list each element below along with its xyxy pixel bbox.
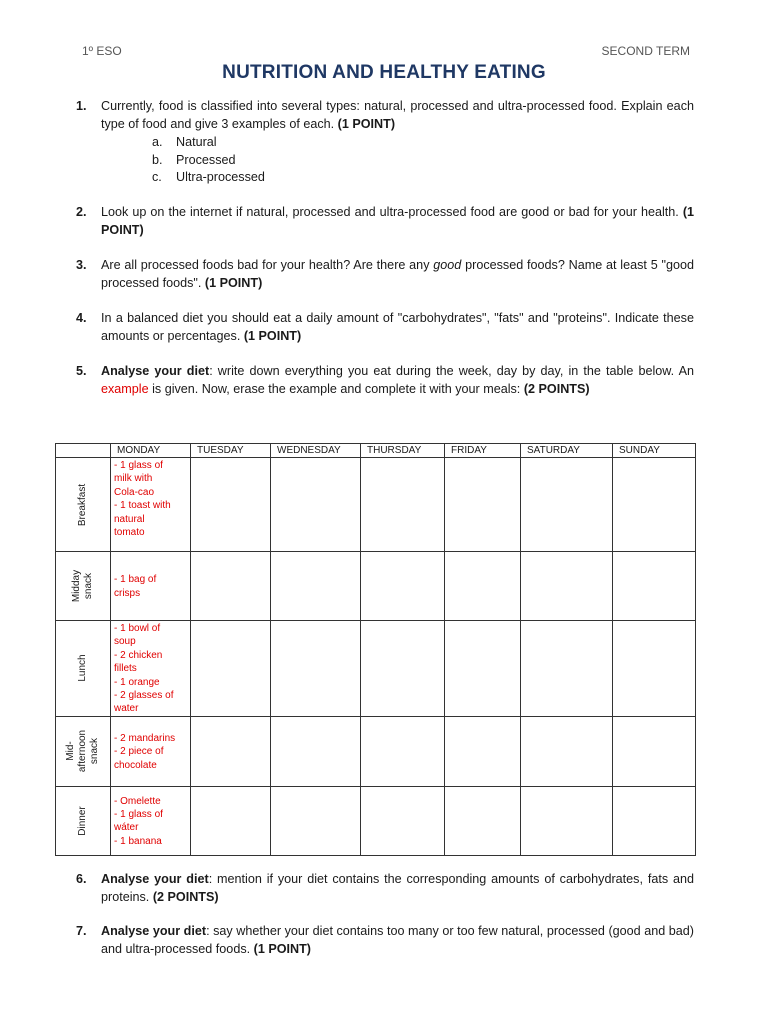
- table-row: [56, 552, 696, 621]
- question-text: : write down everything you eat during the week, day by day, in the table below. An: [209, 364, 694, 378]
- meal-cell[interactable]: [271, 621, 361, 717]
- diet-table: [55, 443, 696, 856]
- question-text: In a balanced diet you should eat a daily amount of "carbohydrates", "fats" and "proteins". Indicate these amounts or percentages.: [101, 311, 694, 343]
- meal-label-cell: [56, 716, 111, 786]
- example-word: example: [101, 382, 149, 396]
- meal-label-cell: [56, 552, 111, 621]
- question-points: (2 POINTS): [523, 382, 590, 396]
- question-text: Are all processed foods bad for your health? Are there any: [101, 258, 434, 272]
- meal-cell[interactable]: [521, 458, 613, 552]
- meal-cell[interactable]: [613, 458, 696, 552]
- meal-cell[interactable]: [521, 621, 613, 717]
- meal-cell[interactable]: [521, 786, 613, 855]
- question-1: [76, 97, 694, 186]
- meal-cell[interactable]: [271, 716, 361, 786]
- meal-label-cell: [56, 621, 111, 717]
- page-title: NUTRITION AND HEALTHY EATING: [222, 62, 546, 83]
- question-points: (2 POINTS): [152, 890, 219, 904]
- question-number: 2.: [76, 205, 87, 219]
- type-list: [152, 133, 694, 186]
- meal-cell[interactable]: [271, 458, 361, 552]
- meal-cell[interactable]: [361, 786, 445, 855]
- day-header: SATURDAY: [521, 444, 613, 458]
- question-4: [76, 309, 694, 345]
- question-5: [76, 362, 694, 398]
- question-number: 6.: [76, 872, 87, 886]
- meal-label: Dinner: [77, 806, 88, 836]
- question-number: 4.: [76, 311, 87, 325]
- meal-cell[interactable]: [361, 621, 445, 717]
- meal-cell[interactable]: [271, 552, 361, 621]
- table-row: [56, 621, 696, 717]
- list-item: c. Ultra-processed: [152, 170, 265, 184]
- meal-cell[interactable]: [191, 552, 271, 621]
- question-number: 7.: [76, 924, 87, 938]
- table-header-row: [56, 444, 696, 458]
- meal-cell[interactable]: [445, 552, 521, 621]
- question-number: 3.: [76, 258, 87, 272]
- corner-cell: [56, 444, 111, 458]
- meal-cell[interactable]: [613, 786, 696, 855]
- meal-label: Breakfast: [77, 483, 88, 526]
- example-cell[interactable]: - 1 bowl of soup - 2 chicken fillets - 1 orange - 2 glasses of water: [111, 621, 191, 717]
- meal-cell[interactable]: [361, 458, 445, 552]
- header-term: SECOND TERM: [601, 44, 690, 58]
- header-course: 1º ESO: [82, 44, 122, 58]
- day-header: MONDAY: [111, 444, 191, 458]
- day-header: TUESDAY: [191, 444, 271, 458]
- list-item: b. Processed: [152, 152, 236, 167]
- meal-cell[interactable]: [521, 552, 613, 621]
- day-header: SUNDAY: [613, 444, 696, 458]
- meal-label-cell: [56, 786, 111, 855]
- meal-cell[interactable]: [191, 786, 271, 855]
- meal-label: Mid- afternoon snack: [65, 730, 100, 773]
- question-6: [76, 870, 694, 906]
- meal-label: Lunch: [77, 654, 88, 683]
- question-text: Look up on the internet if natural, processed and ultra-processed food are good or bad for your health.: [101, 205, 679, 219]
- question-lead: Analyse your diet: [101, 364, 210, 378]
- day-header: WEDNESDAY: [271, 444, 361, 458]
- question-text: : say whether your diet contains too many or too few natural, processed (good and bad) and ultra-processed foods.: [101, 924, 694, 956]
- question-lead: Analyse your diet: [101, 924, 207, 938]
- question-text: is given. Now, erase the example and complete it with your meals:: [148, 382, 521, 396]
- table-row: [56, 786, 696, 855]
- meal-cell[interactable]: [613, 716, 696, 786]
- meal-cell[interactable]: [191, 621, 271, 717]
- meal-cell[interactable]: [445, 458, 521, 552]
- meal-cell[interactable]: [613, 552, 696, 621]
- meal-cell[interactable]: [445, 716, 521, 786]
- question-number: 1.: [76, 99, 87, 113]
- list-item: a. Natural: [152, 135, 217, 149]
- meal-cell[interactable]: [521, 716, 613, 786]
- meal-label-cell: [56, 458, 111, 552]
- question-text: Currently, food is classified into several types: natural, processed and ultra-processed food. Explain each type of food and give 3 examples of each.: [101, 99, 694, 131]
- question-7: [76, 922, 694, 958]
- question-text: processed foods? Name at least 5 "good processed foods".: [101, 258, 694, 290]
- example-cell[interactable]: - 1 bag of crisps: [111, 552, 191, 621]
- table-row: [56, 716, 696, 786]
- question-text: : mention if your diet contains the corresponding amounts of carbohydrates, fats and proteins.: [101, 872, 694, 904]
- meal-cell[interactable]: [191, 716, 271, 786]
- day-header: FRIDAY: [445, 444, 521, 458]
- question-3: [76, 256, 694, 292]
- question-points: (1 POINT): [101, 205, 695, 237]
- emphasis-word: good: [433, 258, 462, 272]
- meal-cell[interactable]: [445, 786, 521, 855]
- table-row: [56, 458, 696, 552]
- question-points: (1 POINT): [253, 942, 311, 956]
- meal-cell[interactable]: [271, 786, 361, 855]
- question-lead: Analyse your diet: [101, 872, 209, 886]
- question-number: 5.: [76, 364, 87, 378]
- meal-cell[interactable]: [613, 621, 696, 717]
- example-cell[interactable]: - 1 glass of milk with Cola-cao - 1 toast with natural tomato: [111, 458, 191, 552]
- meal-cell[interactable]: [361, 716, 445, 786]
- question-points: (1 POINT): [204, 276, 263, 290]
- example-cell[interactable]: - 2 mandarins - 2 piece of chocolate: [111, 716, 191, 786]
- meal-label: Midday snack: [71, 569, 94, 603]
- question-2: [76, 203, 694, 239]
- meal-cell[interactable]: [191, 458, 271, 552]
- question-points: (1 POINT): [243, 329, 302, 343]
- day-header: THURSDAY: [361, 444, 445, 458]
- question-points: (1 POINT): [337, 117, 396, 131]
- meal-cell[interactable]: [361, 552, 445, 621]
- example-cell[interactable]: - Omelette - 1 glass of wáter - 1 banana: [111, 786, 191, 855]
- meal-cell[interactable]: [445, 621, 521, 717]
